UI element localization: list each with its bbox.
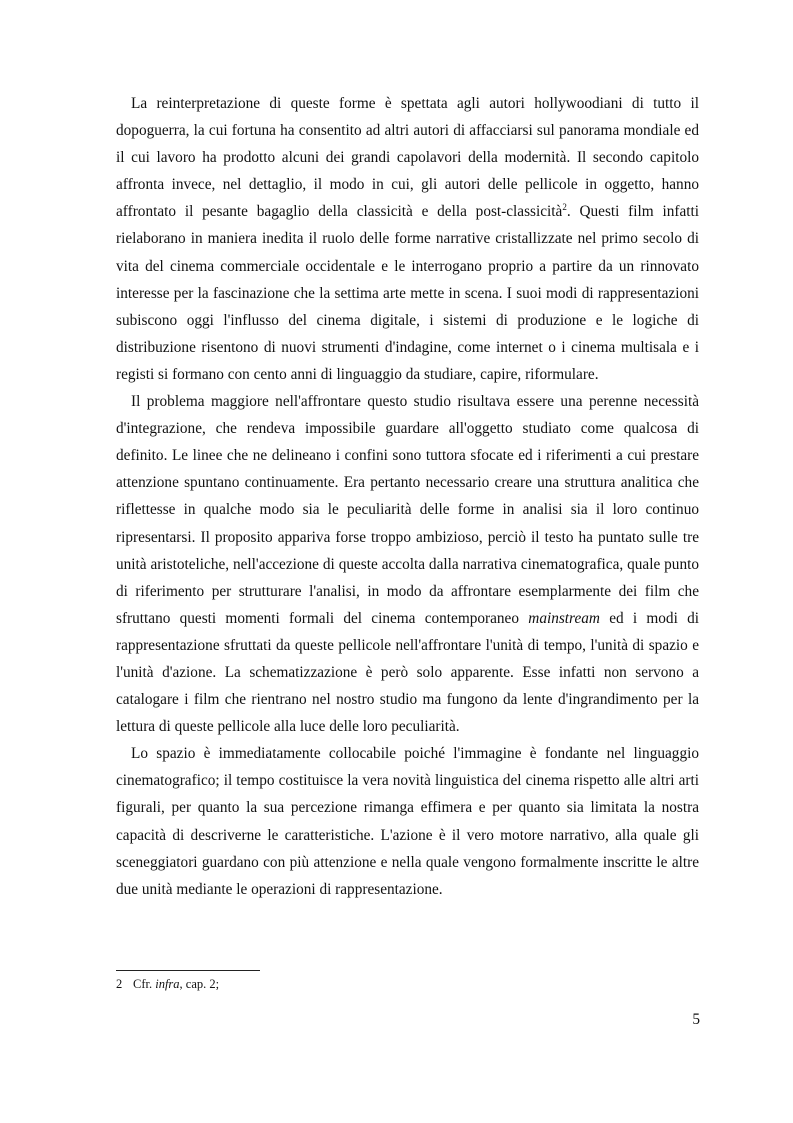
paragraph-2-text-b: ed i modi di rappresentazione sfruttati da queste pellicole nell'affrontare l'unità di tempo, l'unità di spazio e l'unità d'azione. La schematizzazione è però solo apparente. Esse infatti non servono a catalogare i film che rientrano nel nostro studio ma fungono da lente d'ingrandimento per la lettura di queste pellicole alla luce delle loro peculiarità. bbox=[116, 609, 699, 736]
footnote-number: 2 bbox=[116, 977, 123, 991]
paragraph-1-text-b: . Questi film infatti rielaborano in maniera inedita il ruolo delle forme narrative cristallizzate nel primo secolo di vita del cinema commerciale occidentale e le interrogano proprio a partire da un rinnovato interesse per la fascinazione che la settima arte mette in scena. I suoi modi di rappresentazioni subiscono oggi l'influsso del cinema digitale, i sistemi di produzione e le logiche di distribuzione risentono di nuovi strumenti d'indagine, come internet o i cinema multisala e i registi si formano con cento anni di linguaggio da studiare, capire, riformulare. bbox=[116, 203, 699, 383]
footnote bbox=[116, 976, 219, 992]
footnote-separator bbox=[116, 970, 260, 971]
page-number: 5 bbox=[692, 1011, 700, 1028]
paragraph-2-text-a: Il problema maggiore nell'affrontare questo studio risultava essere una perenne necessità d'integrazione, che rendeva impossibile guardare all'oggetto studiato come qualcosa di definito. Le linee che ne delineano i confini sono tuttora sfocate ed i riferimenti a cui prestare attenzione spuntano continuamente. Era pertanto necessario creare una struttura analitica che riflettesse in qualche modo sia le peculiarità delle forme in analisi sia il loro continuo ripresentarsi. Il proposito appariva forse troppo ambizioso, perciò il testo ha puntato sulle tre unità aristoteliche, nell'accezione di queste accolta dalla narrativa cinematografica, quale punto di riferimento per strutturare l'analisi, in modo da affrontare esemplarmente dei film che sfruttano questi momenti formali del cinema contemporaneo bbox=[116, 393, 699, 627]
paragraph-1 bbox=[116, 90, 699, 388]
footnote-text-b: , cap. 2; bbox=[179, 977, 220, 991]
paragraph-1-text-a: La reinterpretazione di queste forme è spettata agli autori hollywoodiani di tutto il dopoguerra, la cui fortuna ha consentito ad altri autori di affacciarsi sul panorama mondiale ed il cui lavoro ha prodotto alcuni dei grandi capolavori della modernità. Il secondo capitolo affronta invece, nel dettaglio, il modo in cui, gli autori delle pellicole in oggetto, hanno affrontato il pesante bagaglio della classicità e della post-classicità bbox=[116, 95, 699, 221]
paragraph-3 bbox=[116, 740, 699, 903]
paragraph-3-text: Lo spazio è immediatamente collocabile poiché l'immagine è fondante nel linguaggio cinematografico; il tempo costituisce la vera novità linguistica del cinema rispetto alle altri arti figurali, per quanto la sua percezione rimanga effimera e per quanto sia limitata la nostra capacità di descriverne le caratteristiche. L'azione è il vero motore narrativo, alla quale gli sceneggiatori guardano con più attenzione e nella quale vengono formalmente inscritte le altre due unità mediante le operazioni di rappresentazione. bbox=[116, 745, 699, 898]
italic-term: mainstream bbox=[528, 609, 600, 627]
footnote-ref[interactable]: 2 bbox=[562, 202, 567, 213]
paragraph-2 bbox=[116, 388, 699, 740]
footnote-italic: infra bbox=[155, 977, 180, 991]
footnote-text-a: Cfr. bbox=[133, 977, 156, 991]
body-text bbox=[116, 90, 699, 903]
